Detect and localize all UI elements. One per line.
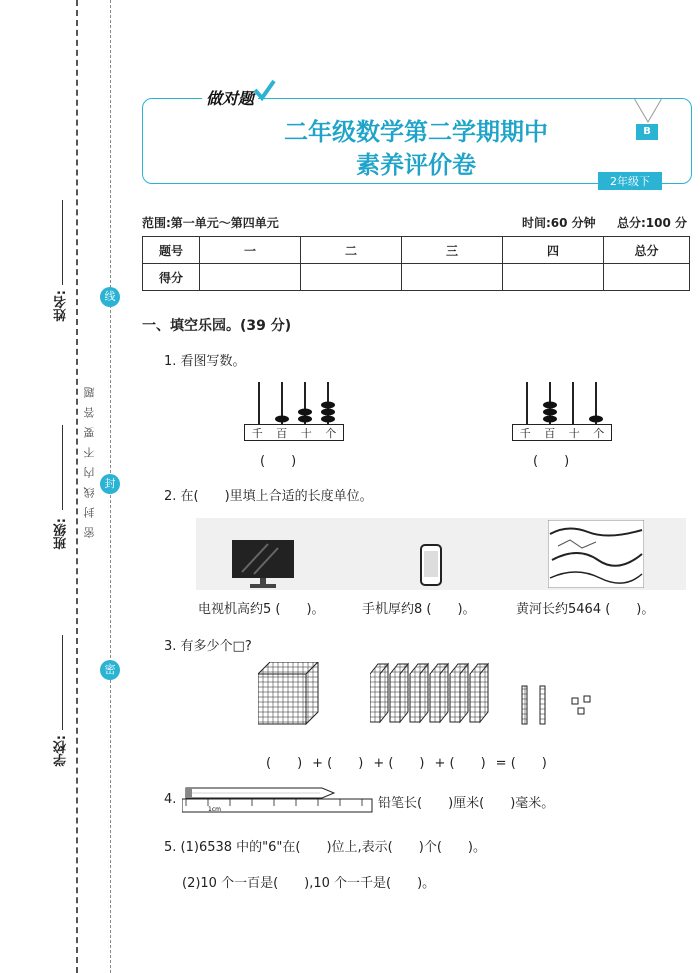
score-input-cell[interactable] [301,264,402,291]
seal-xian: 线 [100,287,120,307]
ten-rods-icon [520,684,552,726]
seal-mi: 密 [100,660,120,680]
unit-cubes-icon [570,694,600,720]
thousand-cube-icon [258,662,320,726]
total-blank[interactable]: = ( ) [495,756,547,771]
school-label: 学校: [54,735,69,767]
yellow-river-length-question: 黄河长约5464 ( )。 [516,602,655,617]
place-label: 十 [300,427,312,440]
thousands-blank[interactable]: ( ) [266,756,303,771]
ruler-unit-label: 1cm [208,806,221,813]
place-label: 千 [519,427,531,440]
place-label: 百 [544,427,556,440]
score-table-score-row [143,264,690,291]
exam-scope: 范围:第一单元～第四单元 [142,216,279,230]
score-input-cell[interactable] [200,264,301,291]
tens-blank[interactable]: + ( ) [373,756,425,771]
abacus-a-base [244,424,344,441]
television-icon [230,538,296,590]
place-label: 千 [251,427,263,440]
score-input-cell[interactable] [402,264,503,291]
question-5-part-2: (2)10 个一百是( ),10 个一千是( )。 [182,876,436,891]
brand-logo: 做对题 [202,86,258,109]
question-2-text: 2. 在( )里填上合适的长度单位。 [164,489,373,504]
yellow-river-icon [548,520,644,588]
score-cell: 三 [402,237,503,264]
version-badge: B [636,124,658,140]
exam-time: 时间:60 分钟 [522,216,596,230]
class-field[interactable] [62,425,63,510]
score-cell: 二 [301,237,402,264]
section-title: 一、填空乐园。(39 分) [142,318,292,334]
class-label: 班级: [54,518,69,550]
place-label: 个 [325,427,337,440]
place-label: 十 [568,427,580,440]
page-title: 二年级数学第二学期期中 [284,118,548,146]
name-field[interactable] [62,200,63,285]
pencil-ruler-icon [182,784,374,814]
place-label: 百 [276,427,288,440]
score-cell: 总分 [604,237,690,264]
score-cell: 一 [200,237,301,264]
score-cell: 题号 [143,237,200,264]
abacus-b-base [512,424,612,441]
abacus-b-answer-blank[interactable]: ( ) [533,454,570,469]
abacus-b-rods [512,380,612,424]
school-field[interactable] [62,635,63,730]
tv-height-question: 电视机高约5 ( )。 [198,602,325,617]
exam-total: 总分:100 分 [617,216,688,230]
name-label: 姓名: [54,290,69,322]
grade-tag: 2年级下 [598,172,662,190]
seal-feng: 封 [100,474,120,494]
abacus-a [244,380,344,442]
question-4-text: 铅笔长( )厘米( )毫米。 [378,796,555,811]
score-table-header-row [143,237,690,264]
cube-equation [266,752,547,771]
checkmark-icon [252,78,276,102]
page-subtitle: 素养评价卷 [356,151,476,179]
binding-dashed-line-outer [76,0,78,973]
abacus-a-rods [244,380,344,424]
question-5-part-1: 5. (1)6538 中的"6"在( )位上,表示( )个( )。 [164,840,486,855]
score-input-cell[interactable] [604,264,690,291]
score-input-cell[interactable] [503,264,604,291]
abacus-b [512,380,612,442]
phone-icon [419,544,443,586]
hundred-flats-icon [370,662,496,724]
ones-blank[interactable]: + ( ) [434,756,486,771]
score-cell: 四 [503,237,604,264]
phone-thickness-question: 手机厚约8 ( )。 [362,602,476,617]
place-label: 个 [593,427,605,440]
question-3-text: 3. 有多少个□? [164,639,252,654]
question-4-number: 4. [164,792,177,807]
hundreds-blank[interactable]: + ( ) [312,756,364,771]
abacus-a-answer-blank[interactable]: ( ) [260,454,297,469]
score-row-label: 得分 [143,264,200,291]
score-table [142,236,690,291]
question-1-text: 1. 看图写数。 [164,354,246,369]
seal-notice: 密封线内不要答题 [83,378,96,538]
